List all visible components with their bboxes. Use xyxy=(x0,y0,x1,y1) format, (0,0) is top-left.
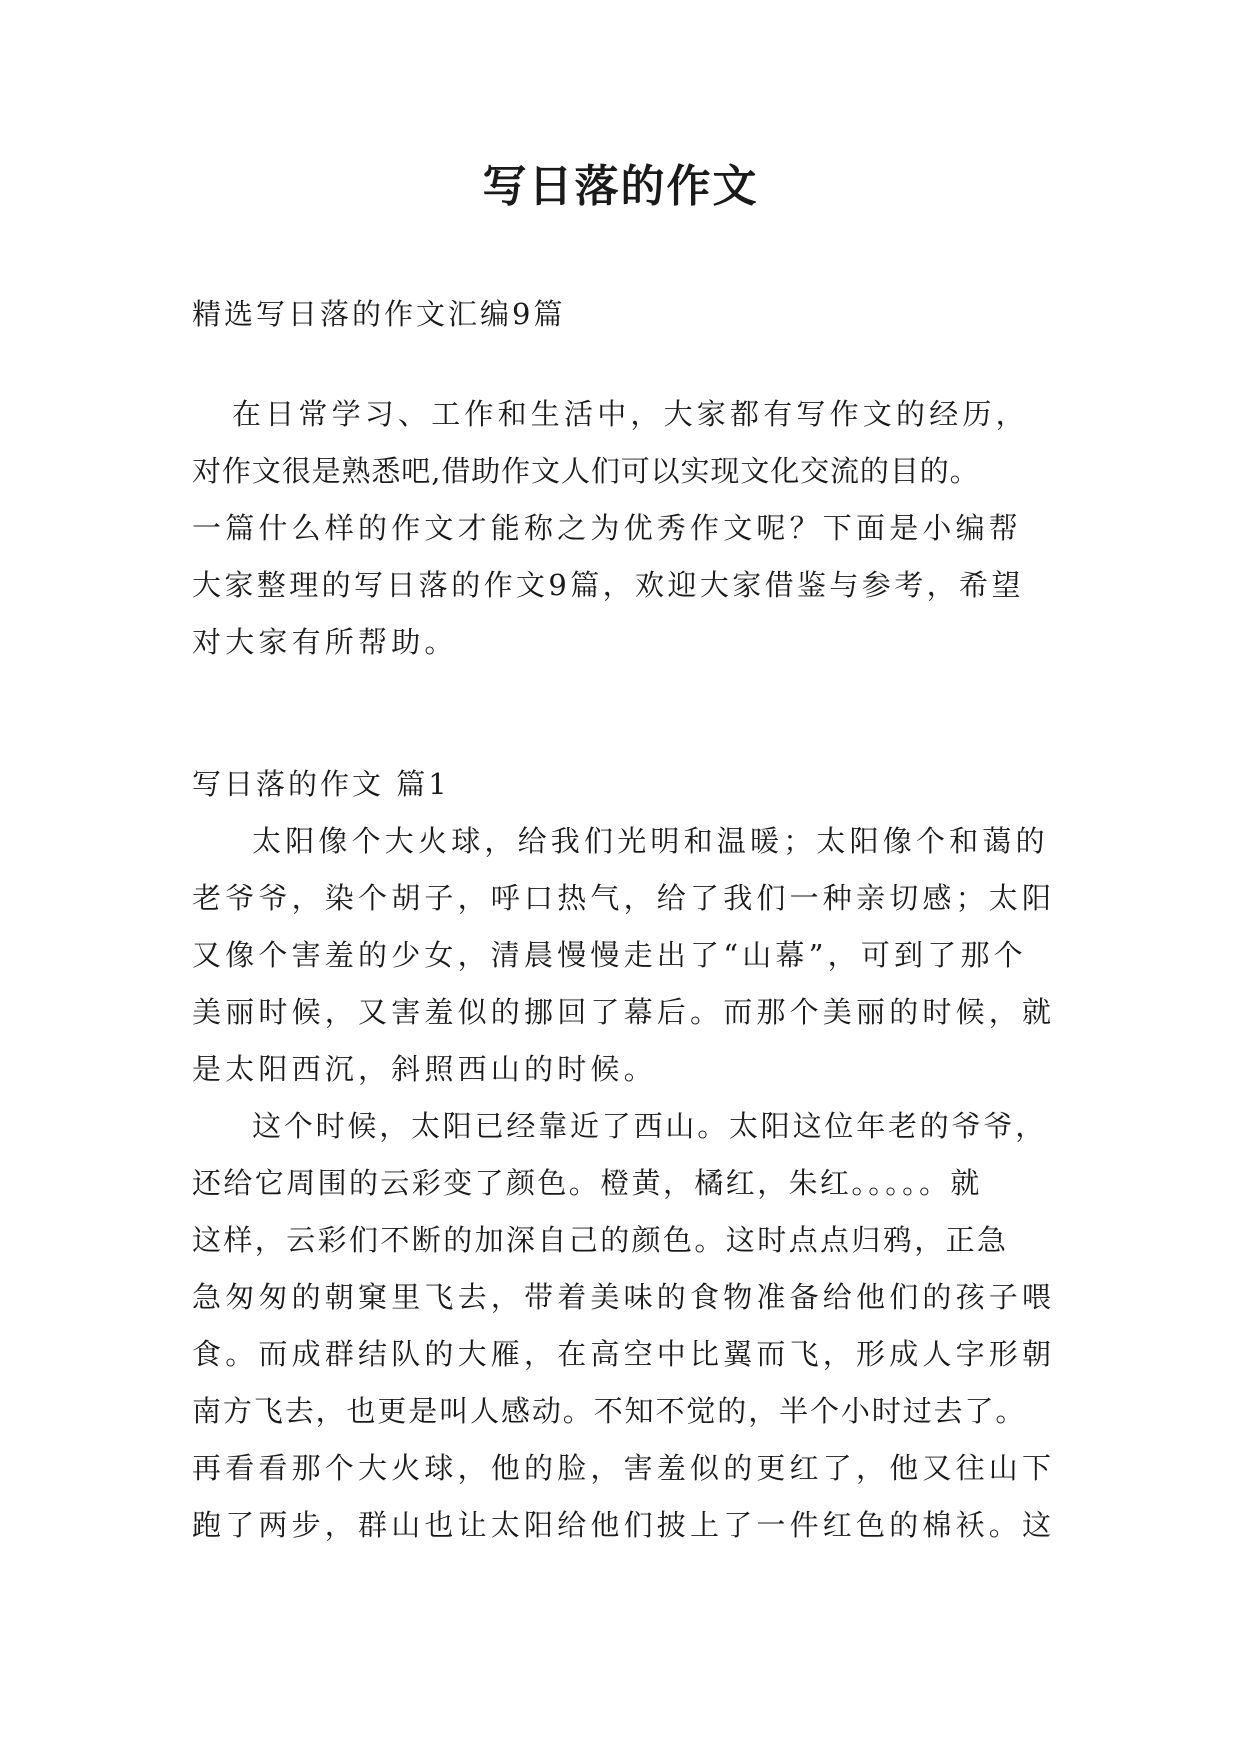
document-subtitle: 精选写日落的作文汇编9篇 xyxy=(192,297,566,331)
text-line: 急匆匆的朝窠里飞去，带着美味的食物准备给他们的孩子喂 xyxy=(192,1280,1056,1314)
text-line: 跑了两步，群山也让太阳给他们披上了一件红色的棉袄。这 xyxy=(192,1508,1056,1542)
text-line: 又像个害羞的少女，清晨慢慢走出了“山幕”，可到了那个 xyxy=(192,938,1027,972)
text-line: 是太阳西沉，斜照西山的时候。 xyxy=(192,1052,657,1086)
text-line: 还给它周围的云彩变了颜色。橙黄，橘红，朱红。。。。。就 xyxy=(192,1166,982,1200)
text-line: 这个时候，太阳已经靠近了西山。太阳这位年老的爷爷， xyxy=(252,1109,1048,1143)
text-line: 美丽时候，又害羞似的挪回了幕后。而那个美丽的时候，就 xyxy=(192,995,1056,1029)
text-line: 大家整理的写日落的作文9篇，欢迎大家借鉴与参考，希望 xyxy=(192,568,1024,602)
text-line: 对作文很是熟悉吧,借助作文人们可以实现文化交流的目的。 xyxy=(192,454,980,488)
text-line: 一篇什么样的作文才能称之为优秀作文呢？下面是小编帮 xyxy=(192,511,1023,545)
text-line: 食。而成群结队的大雁，在高空中比翼而飞，形成人字形朝 xyxy=(192,1337,1056,1371)
section-heading: 写日落的作文 篇1 xyxy=(192,767,450,801)
text-line: 这样，云彩们不断的加深自己的颜色。这时点点归鸦，正急 xyxy=(192,1223,1009,1257)
text-line: 太阳像个大火球，给我们光明和温暖；太阳像个和蔼的 xyxy=(252,824,1049,858)
text-line: 对大家有所帮助。 xyxy=(192,625,458,659)
document-title: 写日落的作文 xyxy=(482,161,759,212)
text-line: 南方飞去，也更是叫人感动。不知不觉的，半个小时过去了。 xyxy=(192,1394,1027,1428)
text-line: 再看看那个大火球，他的脸，害羞似的更红了，他又往山下 xyxy=(192,1451,1056,1485)
text-line: 老爷爷，染个胡子，呼口热气，给了我们一种亲切感；太阳 xyxy=(192,881,1056,915)
text-line: 在日常学习、工作和生活中，大家都有写作文的经历， xyxy=(232,397,1029,431)
